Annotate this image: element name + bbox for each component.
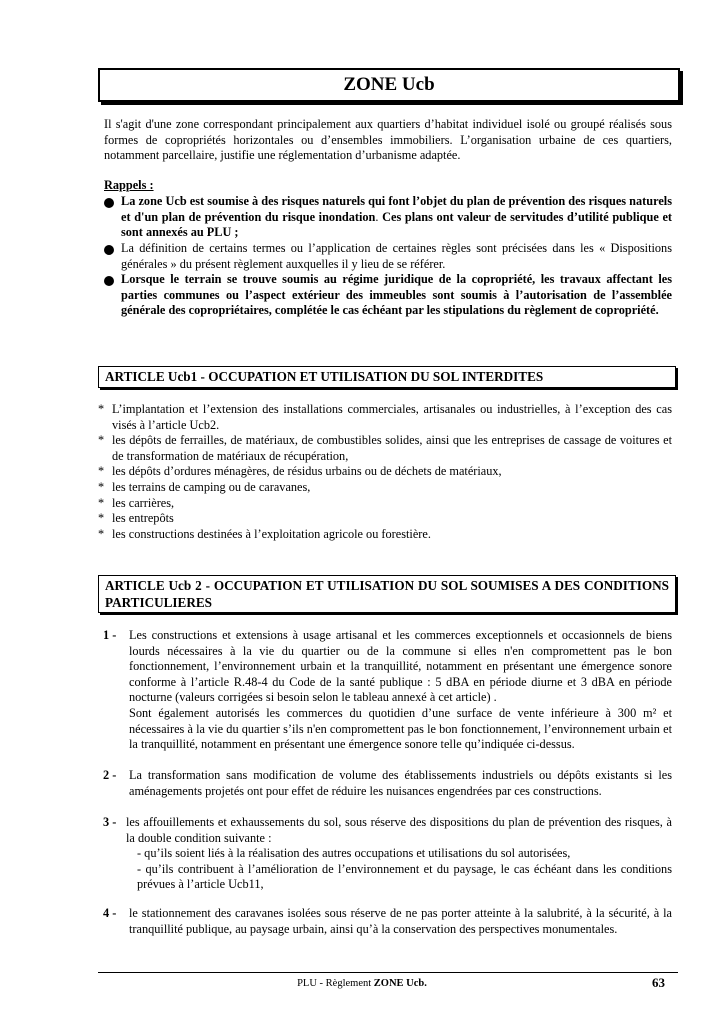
item-number: 3 bbox=[103, 815, 110, 829]
footer-divider bbox=[98, 972, 678, 973]
asterisk-icon: * bbox=[98, 495, 105, 510]
asterisk-icon: * bbox=[98, 526, 105, 541]
article-ucb2-heading: ARTICLE Ucb 2 - OCCUPATION ET UTILISATION DU SOL SOUMISES A DES CONDITIONS PARTICULIERES bbox=[98, 575, 676, 613]
rappels-heading: Rappels : bbox=[104, 178, 154, 192]
intro-paragraph: Il s'agit d'une zone correspondant principalement aux quartiers d’habitat individuel isolé ou groupé réalisés sous formes de copropriétés horizontales ou d’ensembles immobiliers. L’organisation urbaine de ces quartiers, notamment parcellaire, justifie une réglementation d’urbanisme adaptée. bbox=[104, 117, 672, 163]
rappel-item-copropriete bbox=[104, 272, 672, 319]
rappel-item-risques bbox=[104, 194, 672, 241]
article-ucb2-item-2 bbox=[100, 768, 672, 799]
rappel-copropriete-text: Lorsque le terrain se trouve soumis au régime juridique de la copropriété, les travaux affectant les parties communes ou l’aspect extérieur des immeubles sont soumis à l’autorisation de l’assemblée générale des copropriétaires, complétée le cas échéant par les stipulations du règlement de copropriété. bbox=[121, 272, 672, 318]
asterisk-icon: * bbox=[98, 402, 105, 416]
article-ucb2-item-1 bbox=[100, 628, 672, 753]
condition-1: - qu’ils soient liés à la réalisation des autres occupations et utilisations du sol autorisées, bbox=[137, 846, 571, 861]
page-number: 63 bbox=[652, 975, 665, 990]
article-ucb2-item-3 bbox=[100, 815, 672, 893]
list-item: * les dépôts d’ordures ménagères, de résidus urbains ou de déchets de matériaux, bbox=[98, 464, 502, 479]
asterisk-icon: * bbox=[98, 511, 105, 526]
rappel-definitions-text: La définition de certains termes ou l’application de certaines règles sont précisées dans les « Dispositions générales » du présent règlement auxquelles il y lieu de se référer. bbox=[121, 241, 672, 271]
item-number: 4 bbox=[103, 906, 110, 920]
rappel-risques-period: . bbox=[375, 209, 379, 224]
article-ucb1-heading: ARTICLE Ucb1 - OCCUPATION ET UTILISATION DU SOL INTERDITES bbox=[98, 366, 676, 388]
rappel-risques-servitudes: Ces plans ont valeur de servitudes d’utilité publique et sont annexés au PLU ; bbox=[121, 209, 673, 240]
bullet-dot-icon bbox=[104, 198, 114, 208]
condition-2: - qu’ils contribuent à l’amélioration de l’environnement et du paysage, le cas échéant dans les conditions prévues à l’article Ucb11, bbox=[137, 861, 672, 892]
asterisk-icon: * bbox=[98, 433, 105, 448]
zone-title-box bbox=[98, 68, 680, 102]
article-ucb1-list bbox=[98, 402, 672, 542]
item-number: 1 - bbox=[103, 628, 117, 642]
bullet-dot-icon bbox=[104, 245, 114, 255]
list-item: * les dépôts de ferrailles, de matériaux, de combustibles solides, ainsi que les entreprises de cassage de voitures et de transformation de matériaux de récupération, bbox=[98, 433, 672, 463]
bullet-dot-icon bbox=[104, 276, 114, 286]
item-3-text: les affouillements et exhaussements du sol, sous réserve des dispositions du plan de prévention des risques, à la double condition suivante : bbox=[126, 815, 672, 845]
rappel-item-definitions bbox=[104, 241, 672, 272]
footer-caption: PLU - Règlement ZONE Ucb. bbox=[297, 978, 427, 989]
item-3-conditions bbox=[126, 846, 672, 893]
list-item: * L’implantation et l’extension des installations commerciales, artisanales ou industrielles, à l’exception des cas visés à l’article Ucb2. bbox=[98, 402, 672, 432]
list-item: * les carrières, bbox=[98, 495, 175, 510]
rappel-risques-text: La zone Ucb est soumise à des risques naturels qui font l’objet du plan de prévention des risques naturels et d'un plan de prévention du risque inondation bbox=[121, 194, 672, 224]
item-number-dash: - bbox=[109, 815, 117, 829]
item-1-paragraph-1: Les constructions et extensions à usage artisanal et les commerces exceptionnels et occasionnels de biens lourds nécessaires à la vie du quartier ou de la commune si elles n'en compromettent pas le bon fonctionnement, l’environnement urbain et la tranquillité, notamment en présentant une émergence sonore conforme à l’article R.48-4 du Code de la santé publique : 5 dBA en période diurne et 3 dBA en période nocturne (valeurs corrigées si besoin selon le tableau annexé à cet article) . bbox=[129, 628, 672, 705]
item-number-dash: - bbox=[109, 906, 117, 920]
item-number: 2 - bbox=[103, 768, 117, 782]
item-2-text: La transformation sans modification de volume des établissements industriels ou dépôts existants si les aménagements projetés ont pour effet de réduire les nuisances engendrées par ces constructions. bbox=[129, 768, 672, 798]
list-item: * les entrepôts bbox=[98, 511, 174, 526]
asterisk-icon: * bbox=[98, 464, 105, 479]
item-1-paragraph-2: Sont également autorisés les commerces du quotidien d’une surface de vente inférieure à 300 m² et nécessaires à la vie du quartier s’ils n'en compromettent pas le bon fonctionnement, l’environnement urbain et la tranquillité, notamment en présentant une émergence sonore telle qu’indiquée ci-dessus. bbox=[129, 705, 672, 752]
list-item: * les terrains de camping ou de caravanes, bbox=[98, 479, 311, 494]
item-4-text: le stationnement des caravanes isolées sous réserve de ne pas porter atteinte à la salubrité, à la sécurité, à la tranquillité publique, au paysage urbain, ainsi qu’à la conservation des perspectives monumentales. bbox=[129, 906, 672, 936]
asterisk-icon: * bbox=[98, 479, 105, 494]
article-ucb2-item-4 bbox=[100, 906, 672, 937]
list-item: * les constructions destinées à l’exploitation agricole ou forestière. bbox=[98, 526, 431, 541]
page-title: ZONE Ucb bbox=[343, 74, 435, 95]
